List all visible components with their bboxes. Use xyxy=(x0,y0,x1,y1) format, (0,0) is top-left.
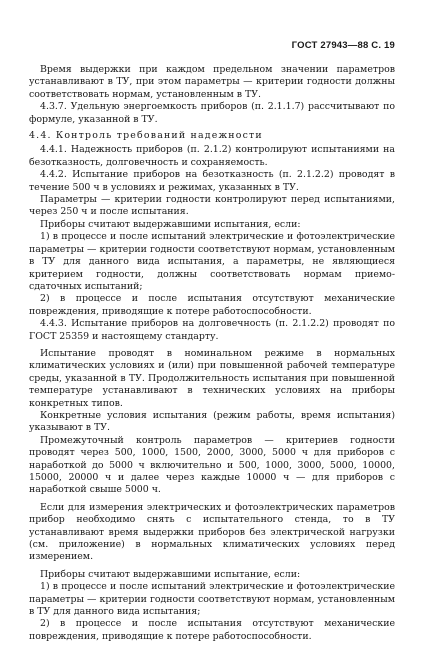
paragraph: Если для измерения электрических и фотоэлектрических параметров прибор необходимо снять с испытательного стенда, то в ТУ устанавливают время выдержки приборов без электрической нагрузки (см. приложение) в нормальных климатических условиях перед измерением. xyxy=(29,501,395,563)
paragraph: 2) в процессе и после испытания отсутствуют механические повреждения, приводящие к потере работоспособности. xyxy=(29,618,395,642)
paragraph: Параметры — критерии годности контролируют перед испытаниями, через 250 ч и после испытания. xyxy=(29,194,395,218)
paragraph: Конкретные условия испытания (режим работы, время испытания) указывают в ТУ. xyxy=(29,409,395,434)
paragraph: 4.4.2. Испытание приборов на безотказность (п. 2.1.2.2) проводят в течение 500 ч в условиях и режимах, указанных в ТУ. xyxy=(29,169,395,193)
paragraph: 1) в процессе и после испытаний электрические и фотоэлектрические параметры — критерии годности соответствуют нормам, установленным в ТУ для данного вида испытания; xyxy=(29,581,395,618)
page-header: ГОСТ 27943—88 С. 19 xyxy=(291,40,395,51)
paragraph: Испытание проводят в номинальном режиме в нормальных климатических условиях и (или) при повышенной рабочей температуре среды, указанной в ТУ. Продолжительность испытания при повышенной температуре устанавливают в технических условиях на приборы конкретных типов. xyxy=(29,347,395,409)
paragraph: 2) в процессе и после испытания отсутствуют механические повреждения, приводящие к потере работоспособности. xyxy=(29,293,395,317)
paragraph: Промежуточный контроль параметров — критериев годности проводят через 500, 1000, 1500, 2000, 3000, 5000 ч для приборов с наработкой до 5000 ч включительно и 500, 1000, 3000, 5000, 10000, 15000, 20000 ч и далее через каждые 10000 ч — для приборов с наработкой свыше 5000 ч. xyxy=(29,434,395,496)
paragraph: 4.3.7. Удельную энергоемкость приборов (п. 2.1.1.7) рассчитывают по формуле, указанной в ТУ. xyxy=(29,101,395,125)
paragraph: 1) в процессе и после испытаний электрические и фотоэлектрические параметры — критерии годности соответствуют нормам, установленным в ТУ для данного вида испытания, а параметры, не являющиеся критерием годности, должны соответствовать нормам приемо-сдаточных испытаний; xyxy=(29,231,395,292)
paragraph: 4.4.3. Испытание приборов на долговечность (п. 2.1.2.2) проводят по ГОСТ 25359 и настоящему стандарту. xyxy=(29,318,395,342)
paragraph: Приборы считают выдержавшими испытания, если: xyxy=(40,218,301,230)
section-heading: 4.4. Контроль требований надежности xyxy=(29,130,263,142)
paragraph: 4.4.1. Надежность приборов (п. 2.1.2) контролируют испытаниями на безотказность, долговечность и сохраняемость. xyxy=(29,144,395,168)
paragraph: Время выдержки при каждом предельном значении параметров устанавливают в ТУ, при этом параметры — критерии годности должны соответствовать нормам, установленным в ТУ. xyxy=(29,64,395,100)
paragraph: Приборы считают выдержавшими испытание, если: xyxy=(40,568,301,580)
page-content xyxy=(29,64,395,643)
